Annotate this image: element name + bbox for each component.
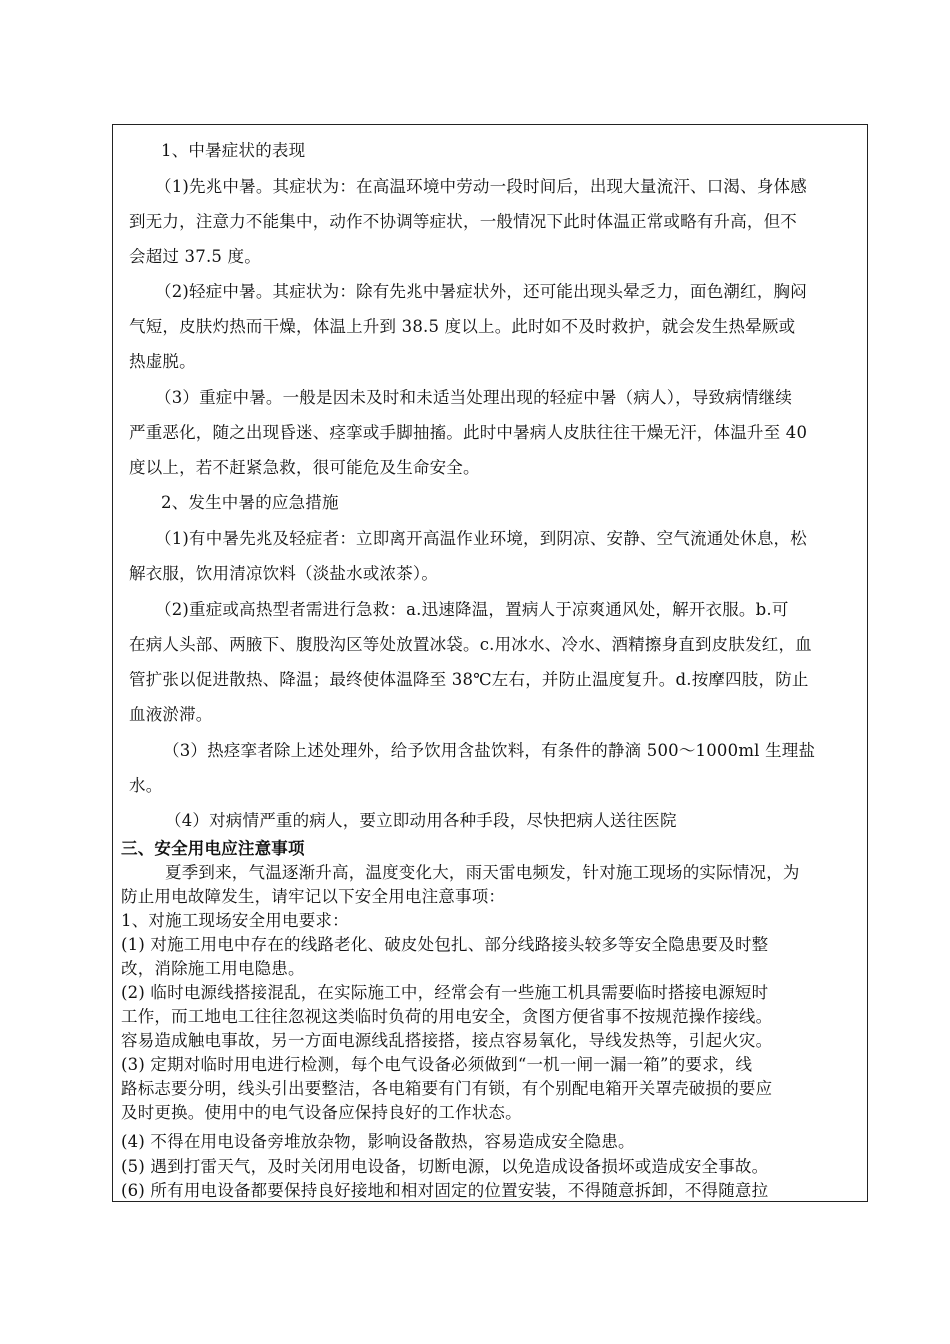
section3-item3-line3: 及时更换。使用中的电气设备应保持良好的工作状态。: [121, 1103, 522, 1122]
section2-p2-line3: 管扩张以促进散热、降温；最终使体温降至 38℃左右，并防止温度复升。d.按摩四肢，防止: [129, 670, 809, 689]
section2-title: 2、发生中暑的应急措施: [161, 493, 339, 512]
section2-p3-line1: （3）热痉挛者除上述处理外，给予饮用含盐饮料，有条件的静滴 500～1000ml 生理盐: [163, 741, 816, 760]
section3-item2-line1: (2) 临时电源线搭接混乱，在实际施工中，经常会有一些施工机具需要临时搭接电源短时: [121, 983, 769, 1002]
section3-item6: (6) 所有用电设备都要保持良好接地和相对固定的位置安装，不得随意拆卸，不得随意拉: [121, 1181, 769, 1200]
section1-p2-line3: 热虚脱。: [129, 352, 196, 371]
section3-item1-line2: 改，消除施工用电隐患。: [121, 959, 305, 978]
section3-intro-line2: 防止用电故障发生，请牢记以下安全用电注意事项：: [121, 887, 506, 906]
section2-p1-line2: 解衣服，饮用清凉饮料（淡盐水或浓茶）。: [129, 564, 439, 583]
section3-item1-line1: (1) 对施工用电中存在的线路老化、破皮处包扎、部分线路接头较多等安全隐患要及时整: [121, 935, 769, 954]
section2-p4: （4）对病情严重的病人，要立即动用各种手段，尽快把病人送往医院: [165, 811, 677, 830]
section2-p3-line2: 水。: [129, 776, 163, 795]
section2-p2-line4: 血液淤滞。: [129, 705, 213, 724]
section1-p3-line1: （3）重症中暑。一般是因未及时和未适当处理出现的轻症中暑（病人），导致病情继续: [155, 388, 793, 407]
section3-subtitle: 1、对施工现场安全用电要求：: [121, 911, 349, 930]
section3-intro-line1: 夏季到来，气温逐渐升高，温度变化大，雨天雷电频发，针对施工现场的实际情况，为: [165, 863, 800, 882]
section2-p2-line1: （2)重症或高热型者需进行急救：a.迅速降温，置病人于凉爽通风处，解开衣服。b.可: [155, 600, 789, 619]
section1-p1-line3: 会超过 37.5 度。: [129, 247, 261, 266]
section1-p1-line1: （1)先兆中暑。其症状为：在高温环境中劳动一段时间后，出现大量流汗、口渴、身体感: [155, 177, 807, 196]
section1-p2-line1: （2)轻症中暑。其症状为：除有先兆中暑症状外，还可能出现头晕乏力，面色潮红，胸闷: [155, 282, 807, 301]
content-table-cell: [112, 124, 868, 1202]
section3-item2-line3: 容易造成触电事故，另一方面电源线乱搭接搭，接点容易氧化，导线发热等，引起火灾。: [121, 1031, 773, 1050]
section1-p2-line2: 气短，皮肤灼热而干燥，体温上升到 38.5 度以上。此时如不及时救护，就会发生热晕厥或: [129, 317, 796, 336]
section3-item2-line2: 工作，而工地电工往往忽视这类临时负荷的用电安全，贪图方便省事不按规范操作接线。: [121, 1007, 773, 1026]
section1-title: 1、中暑症状的表现: [161, 141, 306, 160]
section3-item5: (5) 遇到打雷天气，及时关闭用电设备，切断电源，以免造成设备损坏或造成安全事故。: [121, 1157, 769, 1176]
section3-title: 三、安全用电应注意事项: [121, 839, 305, 858]
section3-item3-line1: (3) 定期对临时用电进行检测，每个电气设备必须做到“一机一闸一漏一箱”的要求，线: [121, 1055, 753, 1074]
section2-p2-line2: 在病人头部、两腋下、腹股沟区等处放置冰袋。c.用冰水、冷水、酒精擦身直到皮肤发红，血: [129, 635, 812, 654]
section1-p3-line2: 严重恶化，随之出现昏迷、痉挛或手脚抽搐。此时中暑病人皮肤往往干燥无汗，体温升至 40: [129, 423, 808, 442]
section2-p1-line1: （1)有中暑先兆及轻症者：立即离开高温作业环境，到阴凉、安静、空气流通处休息，松: [155, 529, 807, 548]
section3-item3-line2: 路标志要分明，线头引出要整洁，各电箱要有门有锁，有个别配电箱开关罩壳破损的要应: [121, 1079, 773, 1098]
section1-p1-line2: 到无力，注意力不能集中，动作不协调等症状，一般情况下此时体温正常或略有升高，但不: [129, 212, 797, 231]
section3-item4: (4) 不得在用电设备旁堆放杂物，影响设备散热，容易造成安全隐患。: [121, 1132, 635, 1151]
section1-p3-line3: 度以上，若不赶紧急救，很可能危及生命安全。: [129, 458, 480, 477]
